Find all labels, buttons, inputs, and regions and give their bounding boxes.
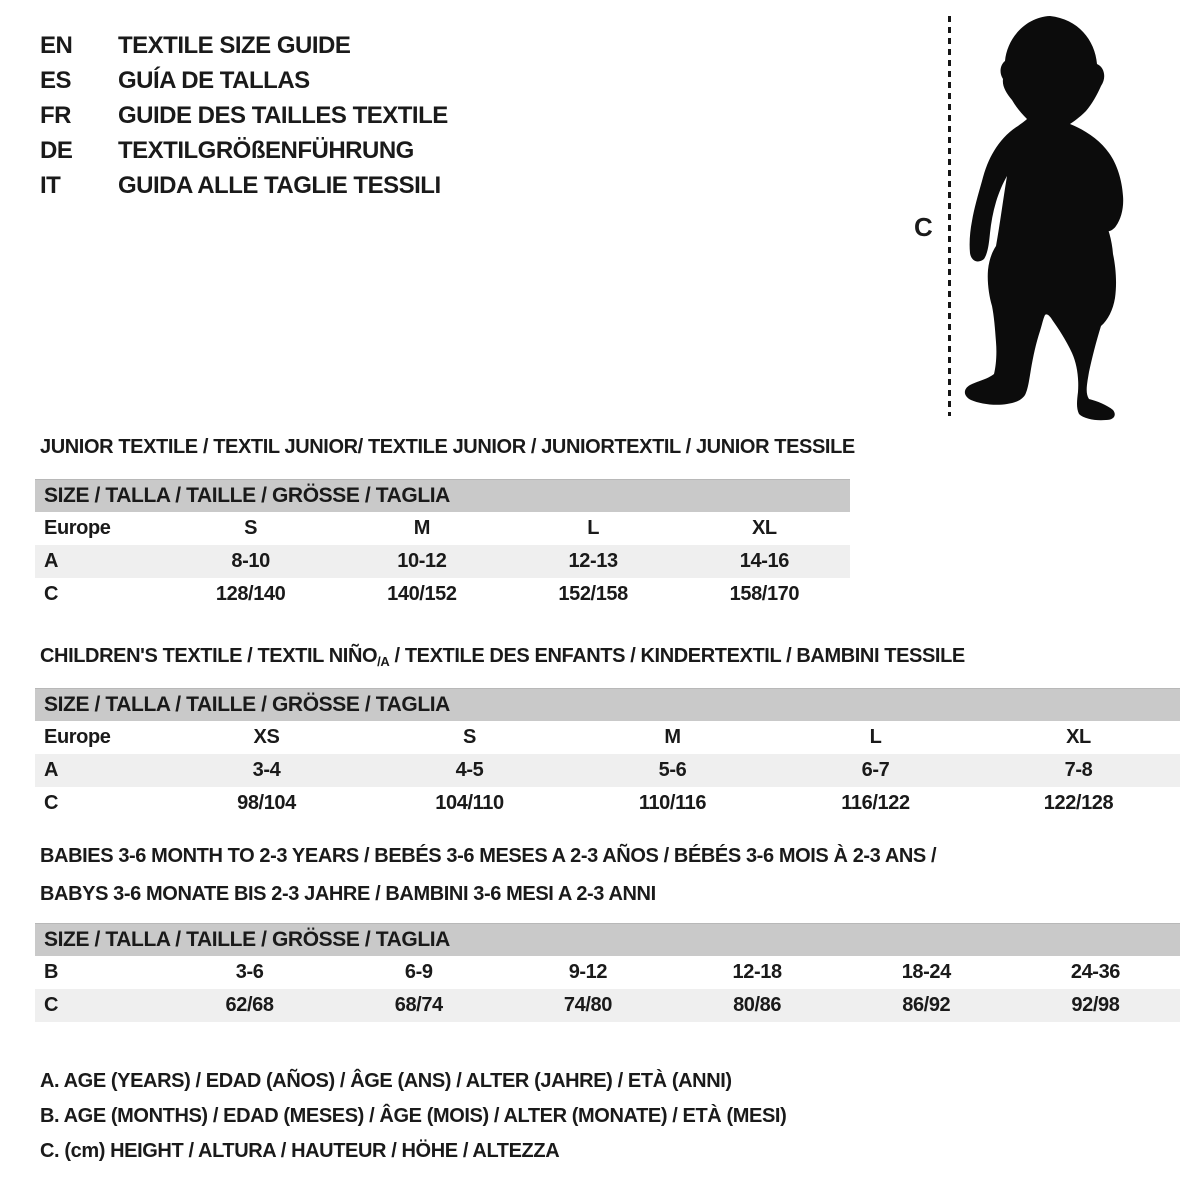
- language-title: TEXTILGRÖßENFÜHRUNG: [118, 136, 414, 164]
- language-code: FR: [40, 101, 71, 129]
- size-cell: XS: [253, 726, 280, 748]
- legend-line-c: C. (cm) HEIGHT / ALTURA / HAUTEUR / HÖHE / ALTEZZA: [40, 1140, 560, 1162]
- table-row: [35, 787, 1180, 820]
- size-cell: L: [587, 517, 600, 539]
- height-cell: 86/92: [902, 994, 951, 1016]
- size-cell: M: [413, 517, 430, 539]
- height-cell: 152/158: [558, 583, 628, 605]
- language-code: DE: [40, 136, 73, 164]
- language-row-es: [40, 63, 448, 98]
- age-cell: 14-16: [739, 550, 789, 572]
- legend-line-b: B. AGE (MONTHS) / EDAD (MESES) / ÂGE (MOIS) / ALTER (MONATE) / ETÀ (MESI): [40, 1105, 787, 1127]
- row-label: C: [44, 792, 59, 814]
- table-row: [35, 545, 850, 578]
- age-cell: 3-4: [252, 759, 281, 781]
- junior-size-table: [35, 479, 850, 611]
- children-size-table: [35, 688, 1180, 820]
- height-cell: 158/170: [729, 583, 800, 605]
- height-cell: 122/128: [1043, 792, 1114, 814]
- table-row: [35, 956, 1180, 989]
- table-row: [35, 754, 1180, 787]
- babies-section-title-line1: BABIES 3-6 MONTH TO 2-3 YEARS / BEBÉS 3-6 MESES A 2-3 AÑOS / BÉBÉS 3-6 MOIS À 2-3 ANS /: [40, 845, 937, 867]
- age-cell: 5-6: [658, 759, 687, 781]
- age-cell: 3-6: [235, 961, 264, 983]
- size-cell: S: [244, 517, 258, 539]
- size-cell: XL: [1066, 726, 1091, 748]
- language-code: IT: [40, 171, 61, 199]
- babies-size-table: [35, 923, 1180, 1022]
- language-title-list: [40, 28, 448, 203]
- language-code: ES: [40, 66, 72, 94]
- size-cell: XL: [751, 517, 777, 539]
- age-cell: 12-13: [568, 550, 618, 572]
- age-cell: 9-12: [568, 961, 608, 983]
- age-cell: 18-24: [901, 961, 951, 983]
- row-label: B: [44, 961, 59, 983]
- language-row-it: [40, 168, 448, 203]
- height-cell: 62/68: [225, 994, 274, 1016]
- height-cell: 140/152: [387, 583, 457, 605]
- height-cell: 128/140: [215, 583, 286, 605]
- legend-line-a: A. AGE (YEARS) / EDAD (AÑOS) / ÂGE (ANS) / ALTER (JAHRE) / ETÀ (ANNI): [40, 1070, 732, 1092]
- language-title: GUIDA ALLE TAGLIE TESSILI: [118, 171, 441, 199]
- height-cell: 110/116: [638, 792, 707, 814]
- row-label: C: [44, 583, 59, 605]
- height-cell: 92/98: [1071, 994, 1120, 1016]
- table-row: [35, 512, 850, 545]
- height-measure-label: C: [914, 212, 933, 242]
- size-cell: S: [463, 726, 476, 748]
- row-label: A: [44, 759, 59, 781]
- height-cell: 116/122: [841, 792, 910, 814]
- age-cell: 24-36: [1070, 961, 1121, 983]
- height-cell: 98/104: [237, 792, 296, 814]
- size-table-header: SIZE / TALLA / TAILLE / GRÖSSE / TAGLIA: [35, 923, 1180, 956]
- size-table-header: SIZE / TALLA / TAILLE / GRÖSSE / TAGLIA: [35, 688, 1180, 721]
- height-cell: 74/80: [563, 994, 612, 1016]
- size-cell: L: [869, 726, 882, 748]
- age-cell: 10-12: [397, 550, 447, 572]
- age-cell: 7-8: [1064, 759, 1093, 781]
- age-cell: 4-5: [455, 759, 484, 781]
- children-title-post: / TEXTILE DES ENFANTS / KINDERTEXTIL / BAMBINI TESSILE: [389, 645, 965, 667]
- children-title-pre: CHILDREN'S TEXTILE / TEXTIL NIÑO: [40, 645, 378, 667]
- age-cell: 6-7: [861, 759, 890, 781]
- size-cell: M: [664, 726, 681, 748]
- age-cell: 12-18: [732, 961, 782, 983]
- height-cell: 80/86: [733, 994, 782, 1016]
- row-label: Europe: [44, 517, 111, 539]
- height-cell: 104/110: [435, 792, 504, 814]
- language-code: EN: [40, 31, 73, 59]
- table-row: [35, 721, 1180, 754]
- children-section-title: [40, 645, 965, 669]
- babies-section-title-line2: BABYS 3-6 MONATE BIS 2-3 JAHRE / BAMBINI 3-6 MESI A 2-3 ANNI: [40, 883, 656, 905]
- row-label: A: [44, 550, 59, 572]
- language-row-en: [40, 28, 448, 63]
- language-title: GUÍA DE TALLAS: [118, 66, 310, 94]
- row-label: Europe: [44, 726, 111, 748]
- age-cell: 8-10: [231, 550, 270, 572]
- row-label: C: [44, 994, 59, 1016]
- language-row-fr: [40, 98, 448, 133]
- size-table-header: SIZE / TALLA / TAILLE / GRÖSSE / TAGLIA: [35, 479, 850, 512]
- age-cell: 6-9: [404, 961, 433, 983]
- junior-section-title: JUNIOR TEXTILE / TEXTIL JUNIOR/ TEXTILE JUNIOR / JUNIORTEXTIL / JUNIOR TESSILE: [40, 436, 855, 458]
- language-title: TEXTILE SIZE GUIDE: [118, 31, 351, 59]
- height-cell: 68/74: [394, 994, 443, 1016]
- table-row: [35, 578, 850, 611]
- table-row: [35, 989, 1180, 1022]
- language-title: GUIDE DES TAILLES TEXTILE: [118, 101, 448, 129]
- toddler-silhouette-icon: [950, 12, 1140, 422]
- children-title-subscript: /A: [377, 654, 390, 669]
- language-row-de: [40, 133, 448, 168]
